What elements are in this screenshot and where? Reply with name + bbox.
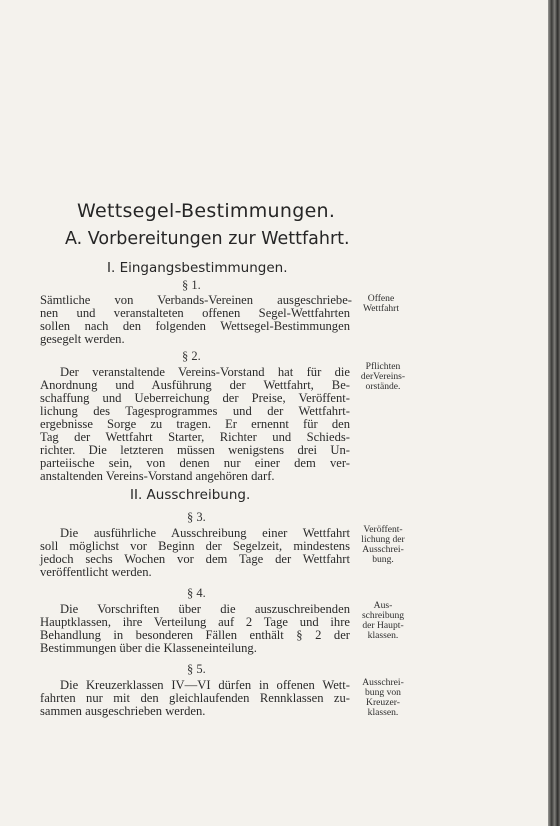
paragraph-2-line-2: Anordnung und Ausführung der Wettfahrt, Be- (40, 378, 350, 392)
paragraph-2-line-9: anstaltenden Vereins-Vorstand angehören darf. (40, 469, 275, 483)
paragraph-1-line-2: nen und veranstalteten offenen Segel-Wettfahrten (40, 306, 350, 320)
margin-note-1-line: Offene (367, 293, 395, 304)
margin-note-5 (354, 678, 412, 718)
paragraph-1-line-1: Sämtliche von Verbands-Vereinen ausgeschriebe- (40, 293, 352, 307)
paragraph-5-line-2: fahrten nur mit den gleichlaufenden Rennklassen zu- (40, 691, 350, 705)
paragraph-3-line-4: veröffentlicht werden. (40, 565, 152, 579)
book-edge (548, 0, 560, 826)
paragraph-2-line-3: schaffung und Ueberreichung der Preise, Veröffent- (40, 391, 350, 405)
margin-note-1-line: Wettfahrt (363, 303, 399, 314)
margin-note-3 (354, 525, 412, 565)
margin-note-5-line: Ausschrei- (362, 677, 404, 688)
paragraph-4-line-4: Bestimmungen über die Klasseneinteilung. (40, 641, 257, 655)
margin-note-5-line: klassen. (367, 707, 399, 718)
margin-note-4-line: schreibung (361, 610, 405, 621)
paragraph-5-line-1: Die Kreuzerklassen IV—VI dürfen in offenen Wett- (60, 678, 350, 692)
chapter-heading-2: II. Ausschreibung. (130, 487, 251, 503)
paragraph-sign-4: § 4. (187, 586, 206, 600)
margin-note-4-line: Aus- (373, 600, 393, 611)
margin-note-1 (356, 294, 406, 314)
margin-note-3-line: lichung der (361, 534, 405, 545)
paragraph-2-line-4: lichung des Tagesprogrammes und der Wettfahrt- (40, 404, 350, 418)
paragraph-sign-5: § 5. (187, 662, 206, 676)
margin-note-4 (354, 601, 412, 641)
margin-note-2-line: orstände. (365, 381, 401, 392)
margin-note-5-line: bung von (365, 687, 401, 698)
paragraph-4-line-2: Hauptklassen, ihre Verteilung auf 2 Tage und ihre (40, 615, 350, 629)
paragraph-4-line-3: Behandlung in besonderen Fällen enthält § 2 der (40, 628, 350, 642)
paragraph-2-line-6: Tag der Wettfahrt Starter, Richter und Schieds- (40, 430, 350, 444)
paragraph-2-line-8: parteiische sein, von denen nur einer dem ver- (40, 456, 350, 470)
margin-note-5-line: Kreuzer- (366, 697, 400, 708)
paragraph-5-line-3: sammen ausgeschrieben werden. (40, 704, 206, 718)
margin-note-2-line: derVereins- (360, 371, 406, 382)
document-title: Wettsegel-Bestimmungen. (77, 200, 336, 222)
paragraph-2-line-7: richter. Die letzteren müssen wenigstens drei Un- (40, 443, 350, 457)
paragraph-2-line-5: ergebnisse Sorge zu tragen. Er ernennt für den (40, 417, 350, 431)
paragraph-1-line-3: sollen nach den folgenden Wettsegel-Bestimmungen (40, 319, 350, 333)
margin-note-3-line: Veröffent- (363, 524, 403, 535)
margin-note-2-line: Pflichten (365, 361, 401, 372)
paragraph-2-line-1: Der veranstaltende Vereins-Vorstand hat für die (60, 365, 350, 379)
margin-note-2 (354, 362, 412, 392)
margin-note-4-line: der Haupt- (362, 620, 404, 631)
paragraph-sign-1: § 1. (182, 278, 201, 292)
paragraph-sign-2: § 2. (182, 349, 201, 363)
paragraph-sign-3: § 3. (187, 510, 206, 524)
paragraph-4-line-1: Die Vorschriften über die auszuschreibenden (60, 602, 350, 616)
paragraph-1-line-4: gesegelt werden. (40, 332, 125, 346)
paragraph-3-line-3: jedoch sechs Wochen vor dem Tage der Wettfahrt (40, 552, 350, 566)
margin-note-3-line: Ausschrei- (362, 544, 404, 555)
section-heading-a: A. Vorbereitungen zur Wettfahrt. (65, 229, 350, 249)
paragraph-3-line-1: Die ausführliche Ausschreibung einer Wettfahrt (60, 526, 350, 540)
paragraph-3-line-2: soll möglichst vor Beginn der Segelzeit, mindestens (40, 539, 350, 553)
margin-note-3-line: bung. (372, 554, 394, 565)
margin-note-4-line: klassen. (367, 630, 399, 641)
chapter-heading-1: I. Eingangsbestimmungen. (107, 260, 288, 276)
